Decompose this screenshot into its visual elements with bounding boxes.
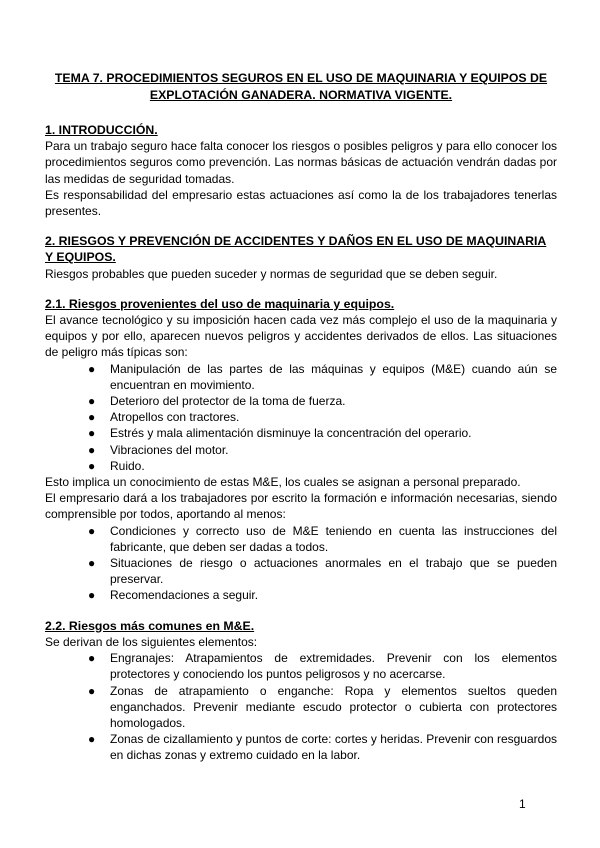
list-item: ● Zonas de cizallamiento y puntos de corte: cortes y heridas. Prevenir con resguardos en dichas zonas y extremo cuidado en la labor.	[88, 732, 557, 763]
section-2-heading: 2. RIESGOS Y PREVENCIÓN DE ACCIDENTES Y DAÑOS EN EL USO DE MAQUINARIA Y EQUIPOS.	[45, 234, 547, 265]
section-2-1-paragraph-2: Esto implica un conocimiento de estas M&E, los cuales se asignan a personal preparado.	[45, 475, 521, 490]
list-item: ● Recomendaciones a seguir.	[88, 588, 259, 603]
bullet-icon: ●	[88, 683, 96, 698]
bullet-icon: ●	[88, 442, 96, 457]
list-item: ● Vibraciones del motor.	[88, 442, 229, 457]
section-2-2-heading: 2.2. Riesgos más comunes en M&E.	[45, 618, 255, 633]
list-item: ● Atropellos con tractores.	[88, 410, 240, 425]
bullet-icon: ●	[88, 651, 96, 666]
section-2-intro: Riesgos probables que pueden suceder y normas de seguridad que se deben seguir.	[45, 266, 498, 281]
section-2-2-paragraph-1: Se derivan de los siguientes elementos:	[45, 634, 258, 649]
section-2-1-heading: 2.1. Riesgos provenientes del uso de maquinaria y equipos.	[45, 296, 395, 311]
list-item: ● Zonas de atrapamiento o enganche: Ropa y elementos sueltos queden enganchados. Prevenir mediante escudo protector o cubierta con protectores homologados.	[88, 683, 557, 730]
bullet-icon: ●	[88, 410, 96, 425]
bullet-icon: ●	[88, 556, 96, 571]
list-item: ● Situaciones de riesgo o actuaciones anormales en el trabajo que se pueden preservar.	[88, 556, 557, 587]
bullet-icon: ●	[88, 361, 96, 376]
bullet-icon: ●	[88, 732, 96, 747]
bullet-icon: ●	[88, 458, 96, 473]
section-1-paragraph-1: Para un trabajo seguro hace falta conocer los riesgos o posibles peligros y para ello conocer los procedimientos seguros como prevención. Las normas básicas de actuación vendrán dadas por las medidas de seguridad tomadas.	[45, 139, 557, 186]
bullet-icon: ●	[88, 588, 96, 603]
section-2-1-paragraph-3: El empresario dará a los trabajadores por escrito la formación e información necesarias, siendo comprensible por todos, aportando al menos:	[45, 491, 557, 522]
list-item: ● Engranajes: Atrapamientos de extremidades. Prevenir con los elementos protectores y conociendo los puntos peligrosos y no acercarse.	[88, 651, 557, 682]
hazard-list	[45, 361, 557, 474]
document-page	[45, 70, 557, 764]
list-item: ● Condiciones y correcto uso de M&E teniendo en cuenta las instrucciones del fabricante, que deben ser dadas a todos.	[88, 523, 557, 554]
bullet-icon: ●	[88, 394, 96, 409]
list-item: ● Ruido.	[88, 458, 145, 473]
page-number: 1	[519, 797, 526, 811]
list-item: ● Manipulación de las partes de las máquinas y equipos (M&E) cuando aún se encuentran en movimiento.	[88, 361, 557, 392]
risk-elements-list	[45, 650, 557, 763]
bullet-icon: ●	[88, 523, 96, 538]
section-1-paragraph-2: Es responsabilidad del empresario estas actuaciones así como la de los trabajadores tenerlas presentes.	[45, 187, 557, 219]
section-2-1-paragraph-1: El avance tecnológico y su imposición hacen cada vez más complejo el uso de la maquinaria y equipos y por ello, aparecen nuevos peligros y accidentes derivados de ellos. Las situaciones de peligro más típicas son:	[45, 313, 557, 360]
list-item: ● Deterioro del protector de la toma de fuerza.	[88, 394, 346, 409]
document-title: TEMA 7. PROCEDIMIENTOS SEGUROS EN EL USO DE MAQUINARIA Y EQUIPOS DE EXPLOTACIÓN GANADERA. NORMATIVA VIGENTE.	[54, 71, 548, 102]
bullet-icon: ●	[88, 426, 96, 441]
training-list	[45, 523, 557, 604]
section-1-heading: 1. INTRODUCCIÓN.	[45, 123, 158, 137]
list-item: ● Estrés y mala alimentación disminuye la concentración del operario.	[88, 426, 472, 441]
